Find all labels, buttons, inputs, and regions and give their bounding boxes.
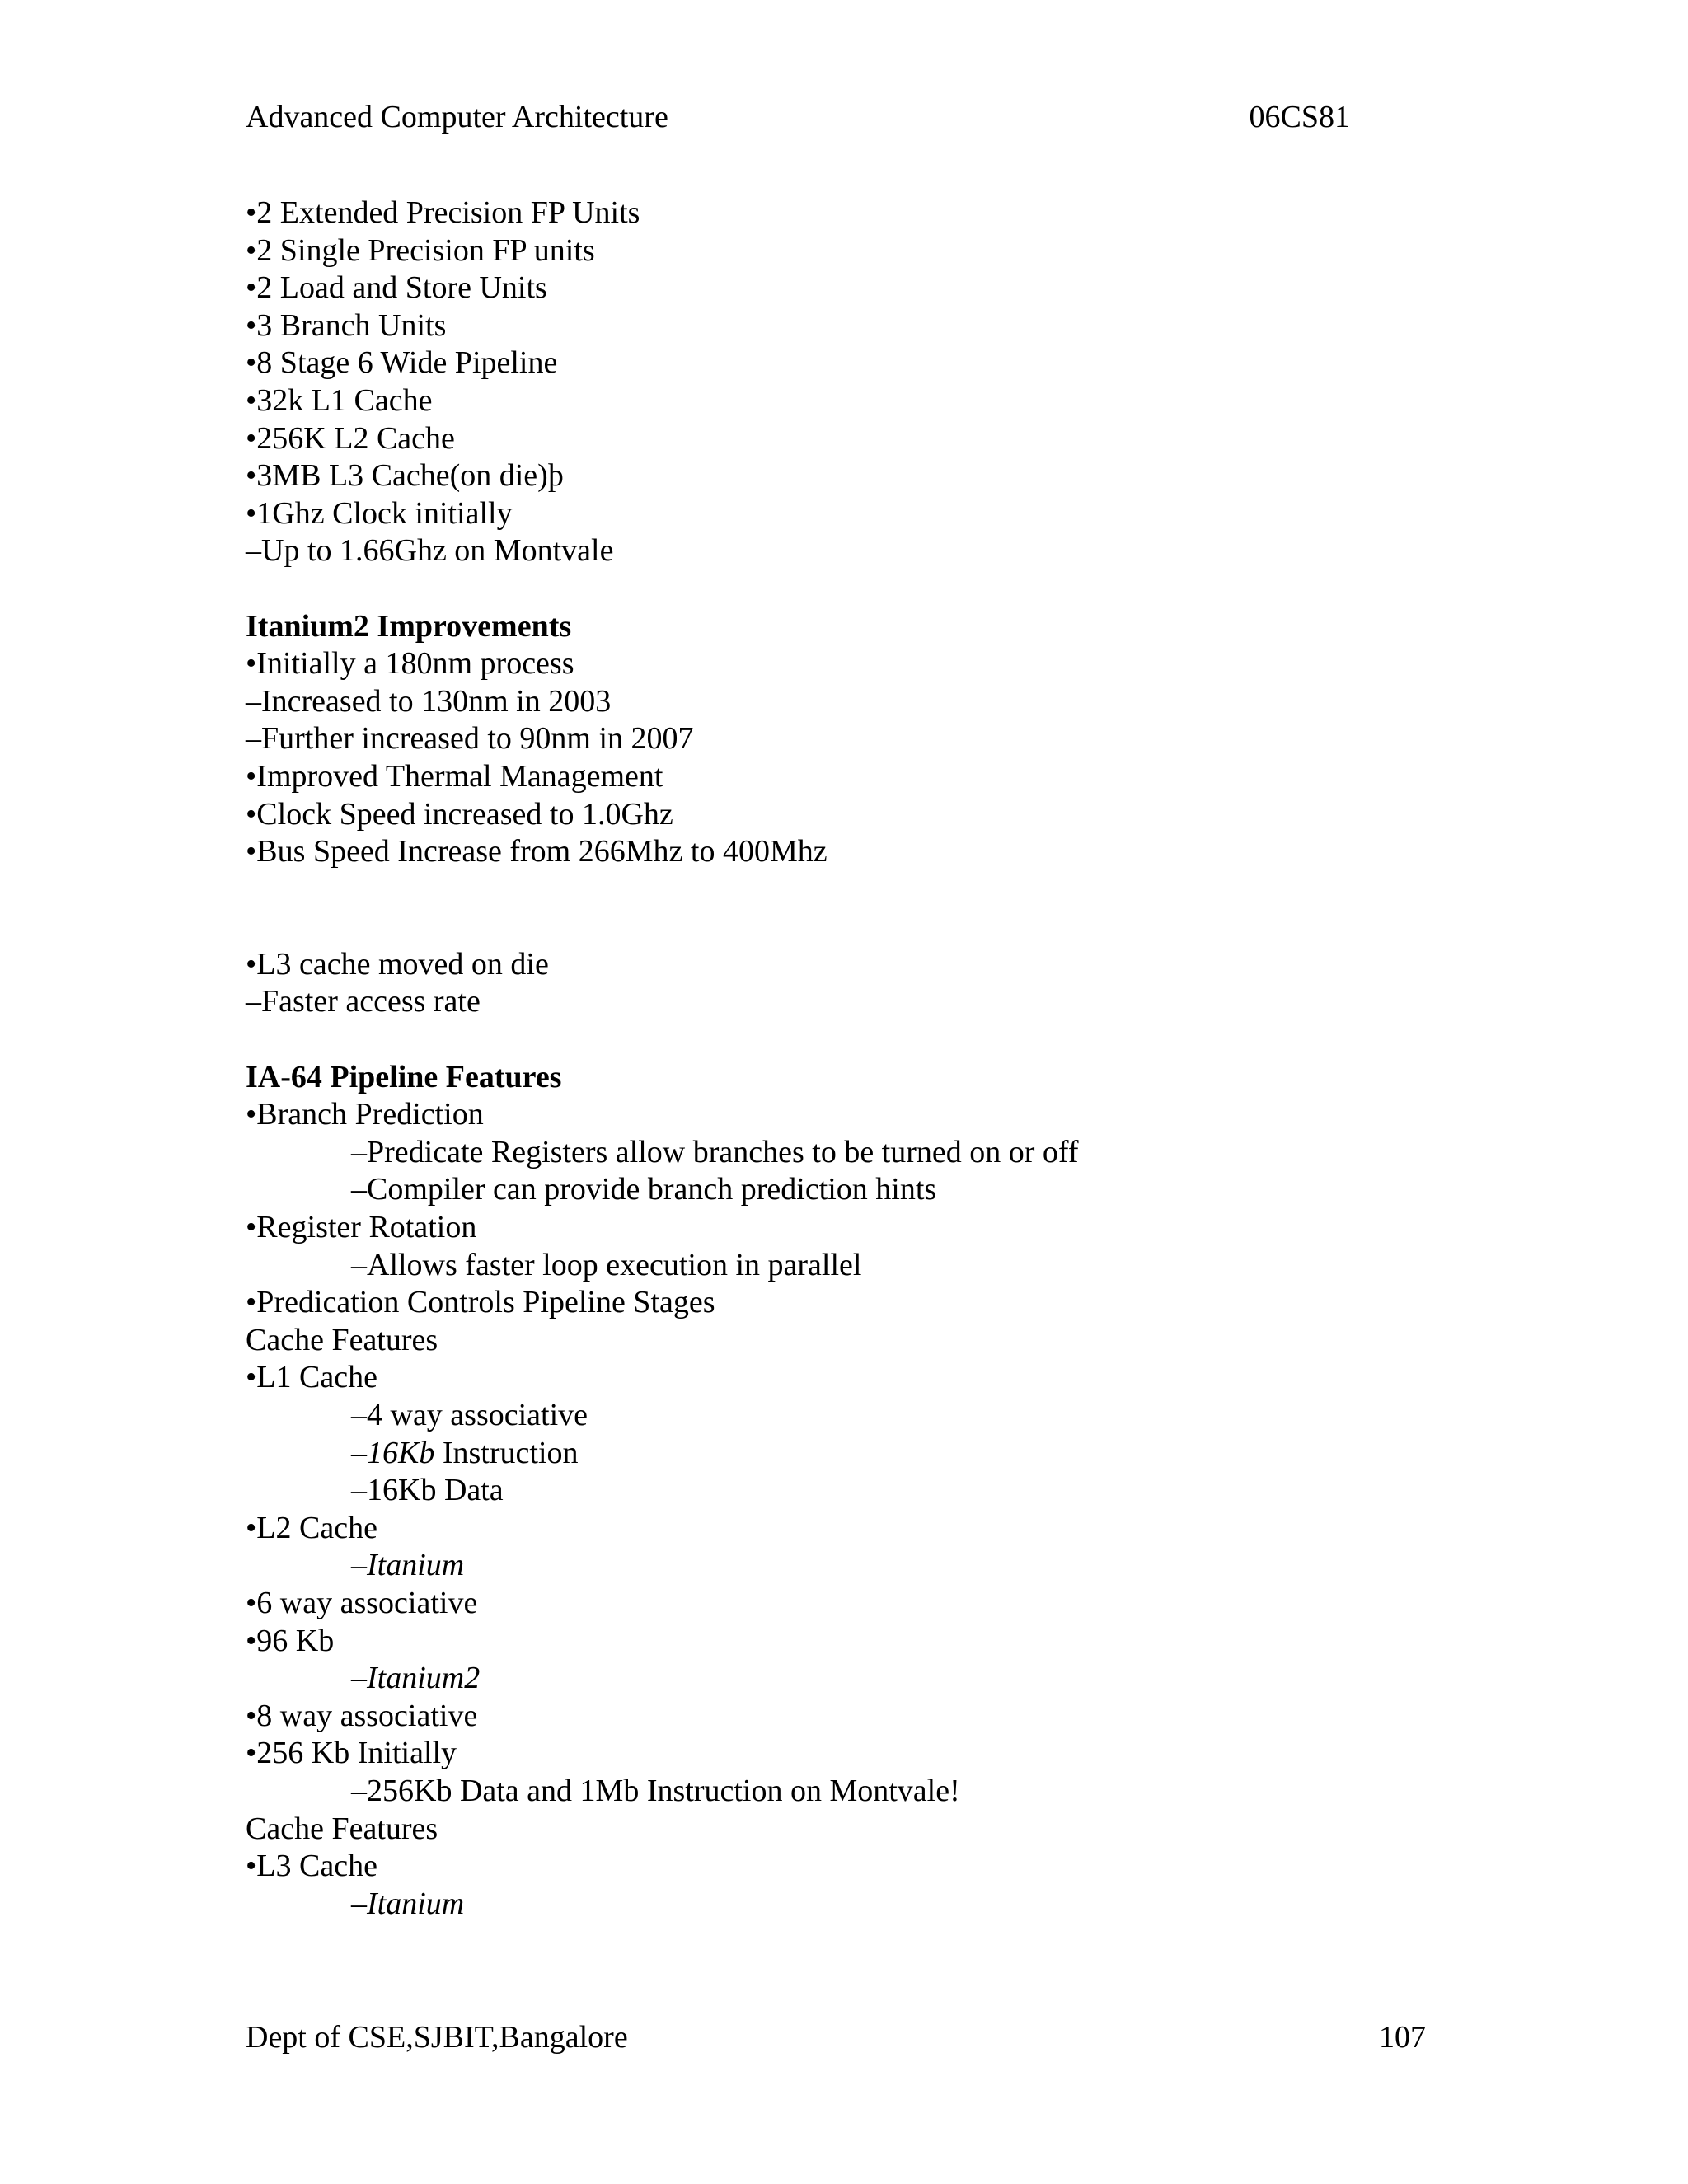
instruction-label: Instruction	[434, 1435, 579, 1470]
section-heading: Cache Features	[246, 1811, 438, 1846]
list-item: •L3 cache moved on die	[246, 946, 549, 982]
list-item: •Improved Thermal Management	[246, 758, 663, 794]
list-item: •256 Kb Initially	[246, 1736, 457, 1771]
list-subitem: –256Kb Data and 1Mb Instruction on Montvale!	[351, 1773, 960, 1808]
list-item: –Faster access rate	[246, 984, 481, 1019]
list-item: •Clock Speed increased to 1.0Ghz	[246, 796, 673, 832]
list-subitem: –Allows faster loop execution in parallel	[351, 1247, 862, 1282]
italic-size: –16Kb	[351, 1435, 435, 1470]
intro-list	[246, 194, 1482, 570]
list-item: •L2 Cache	[246, 1510, 377, 1545]
list-item: •256K L2 Cache	[246, 420, 455, 456]
improvements-section	[246, 608, 1482, 1022]
list-item: •2 Extended Precision FP Units	[246, 195, 640, 230]
section-heading: IA-64 Pipeline Features	[246, 1059, 562, 1094]
list-item: •Branch Prediction	[246, 1097, 484, 1132]
page-footer	[246, 2016, 1426, 2059]
list-subitem	[246, 1435, 1482, 1473]
list-item: •L3 Cache	[246, 1849, 377, 1884]
list-item: •8 way associative	[246, 1698, 478, 1733]
cache-features-section	[246, 1322, 1482, 1811]
list-item: –Increased to 130nm in 2003	[246, 683, 612, 719]
spacer	[246, 871, 1482, 946]
header-title: Advanced Computer Architecture	[246, 100, 668, 134]
list-item: •Initially a 180nm process	[246, 646, 574, 682]
section-heading: Cache Features	[246, 1322, 438, 1357]
list-item: –Further increased to 90nm in 2007	[246, 721, 694, 757]
list-item: •2 Single Precision FP units	[246, 232, 595, 268]
spacer	[246, 570, 1482, 608]
list-item: –Up to 1.66Ghz on Montvale	[246, 533, 614, 569]
list-item: •1Ghz Clock initially	[246, 495, 513, 531]
list-subitem: –4 way associative	[351, 1398, 588, 1432]
list-subitem: –Compiler can provide branch prediction hints	[351, 1172, 937, 1207]
list-item: •Bus Speed Increase from 266Mhz to 400Mhz	[246, 834, 828, 869]
list-item: •3MB L3 Cache(on die)þ	[246, 458, 564, 494]
list-subitem: –Itanium	[351, 1886, 465, 1921]
list-subitem: –Itanium	[351, 1548, 465, 1583]
list-item: •Register Rotation	[246, 1210, 477, 1245]
list-item: •96 Kb	[246, 1623, 335, 1658]
page-number: 107	[1379, 2020, 1426, 2055]
list-item: •8 Stage 6 Wide Pipeline	[246, 345, 558, 381]
page-content	[246, 194, 1482, 1923]
page-header	[246, 96, 1350, 138]
list-subitem: –16Kb Data	[351, 1473, 504, 1508]
list-item: •2 Load and Store Units	[246, 270, 547, 306]
list-item: •32k L1 Cache	[246, 382, 433, 418]
header-course-code: 06CS81	[1249, 100, 1350, 134]
section-heading: Itanium2 Improvements	[246, 608, 572, 644]
cache-features-section-2	[246, 1811, 1482, 1924]
spacer	[246, 1021, 1482, 1059]
list-item: •L1 Cache	[246, 1360, 377, 1395]
list-item: •3 Branch Units	[246, 307, 447, 343]
footer-department: Dept of CSE,SJBIT,Bangalore	[246, 2020, 628, 2055]
list-item: •Predication Controls Pipeline Stages	[246, 1285, 715, 1320]
pipeline-section	[246, 1059, 1482, 1322]
list-subitem: –Itanium2	[351, 1661, 481, 1696]
list-subitem: –Predicate Registers allow branches to be turned on or off	[351, 1134, 1079, 1169]
list-item: •6 way associative	[246, 1585, 478, 1620]
